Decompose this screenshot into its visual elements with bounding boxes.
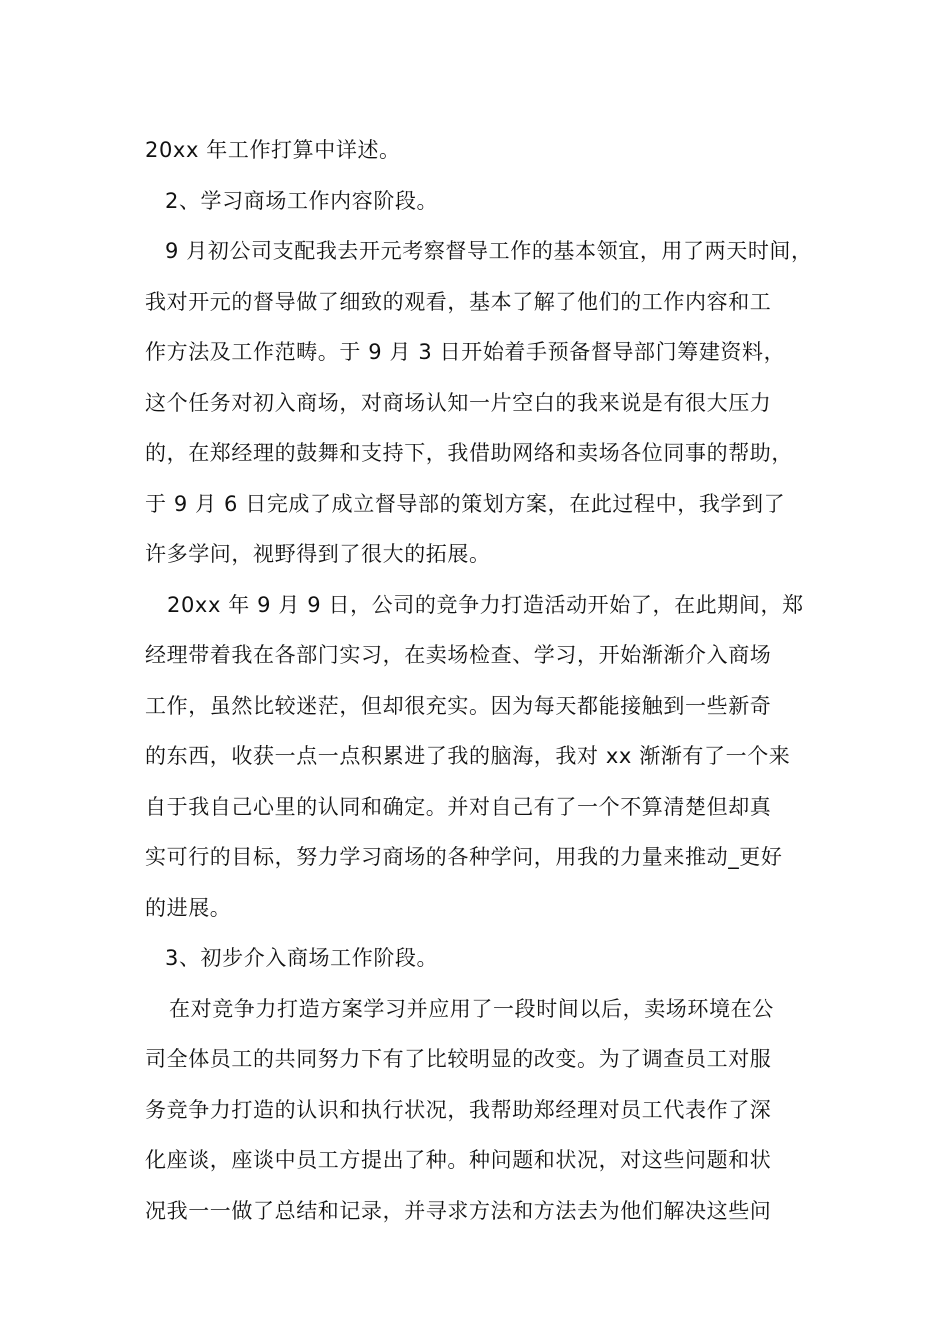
- text-line: 20xx 年工作打算中详述。: [145, 138, 401, 162]
- text-line: 经理带着我在各部门实习，在卖场检查、学习，开始渐渐介入商场: [145, 643, 772, 667]
- text-line: 的东西，收获一点一点积累进了我的脑海，我对 xx 渐渐有了一个来: [145, 744, 791, 768]
- paragraph-first-line: 在对竞争力打造方案学习并应用了一段时间以后，卖场环境在公: [169, 996, 774, 1021]
- section-heading: 3、初步介入商场工作阶段。: [165, 946, 439, 970]
- text-line: 的，在郑经理的鼓舞和支持下，我借助网络和卖场各位同事的帮助，: [145, 441, 793, 465]
- document-body: [145, 125, 835, 1236]
- text-line: 我对开元的督导做了细致的观看，基本了解了他们的工作内容和工: [145, 289, 772, 314]
- text-line: 的进展。: [145, 895, 232, 920]
- text-line: 化座谈，座谈中员工方提出了种。种问题和状况，对这些问题和状: [145, 1148, 772, 1172]
- section-heading: 2、学习商场工作内容阶段。: [165, 188, 439, 213]
- paragraph-first-line: 20xx 年 9 月 9 日，公司的竞争力打造活动开始了，在此期间，郑: [167, 592, 804, 617]
- text-line: 工作，虽然比较迷茫，但却很充实。因为每天都能接触到一些新奇: [145, 693, 772, 718]
- text-line: 务竞争力打造的认识和执行状况，我帮助郑经理对员工代表作了深: [145, 1097, 772, 1122]
- text-line: 这个任务对初入商场，对商场认知一片空白的我来说是有很大压力: [145, 390, 772, 415]
- paragraph-first-line: 9 月初公司支配我去开元考察督导工作的基本领宜，用了两天时间，: [165, 239, 813, 263]
- text-line: 实可行的目标，努力学习商场的各种学问，用我的力量来推动_更好: [145, 845, 783, 869]
- text-line: 许多学问，视野得到了很大的拓展。: [145, 542, 491, 566]
- text-line: 作方法及工作范畴。于 9 月 3 日开始着手预备督导部门筹建资料，: [145, 340, 786, 364]
- text-line: 自于我自己心里的认同和确定。并对自己有了一个不算清楚但却真: [145, 794, 772, 819]
- text-line: 于 9 月 6 日完成了成立督导部的策划方案，在此过程中，我学到了: [145, 491, 786, 516]
- text-line: 司全体员工的共同努力下有了比较明显的改变。为了调查员工对服: [145, 1047, 772, 1071]
- text-line: 况我一一做了总结和记录，并寻求方法和方法去为他们解决这些问: [145, 1198, 772, 1223]
